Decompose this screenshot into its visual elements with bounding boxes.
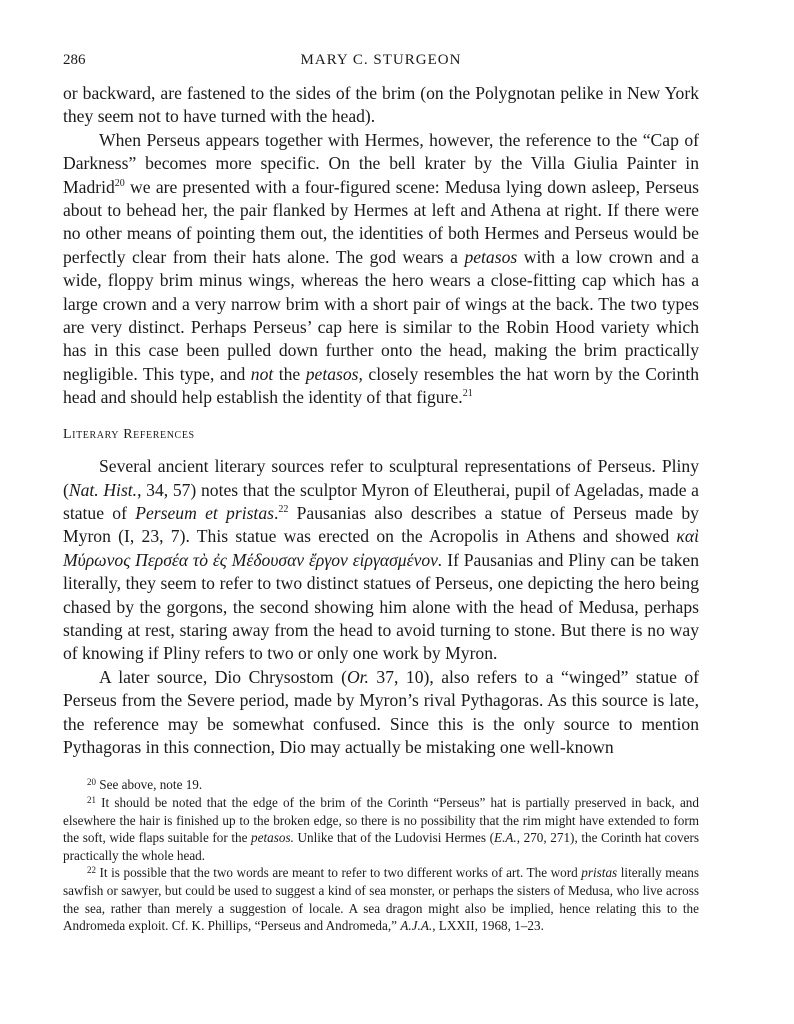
page (63, 52, 699, 935)
running-header (63, 52, 699, 76)
footnote-number: 20 (87, 777, 96, 788)
section-heading: Literary References (63, 426, 195, 442)
page-number: 286 (63, 52, 86, 68)
footnote-number: 21 (87, 794, 96, 805)
italic-term: petasos, (305, 363, 363, 384)
text-run: 37, 10), also refers to a “winged” statue of Perseus from the Severe period, made by Myron’s rival Pythagoras. As this source is late, the reference may be somewhat confused. Since this is the only source to mention Pythagoras in this connection, Dio may actually be mistaking one well-known (63, 666, 700, 757)
text-run: If Pausanias and Pliny can be taken literally, they seem to refer to two distinct statues of Perseus, one depicting the hero being chased by the gorgons, the second showing him alone with the head of Medusa, perhaps standing at rest, staring away from the head to avoid turning to stone. But there is no way of knowing if Pliny refers to two or only one work by Myron. (63, 549, 699, 664)
italic-citation: A.J.A. (400, 918, 433, 934)
text-run: When Perseus appears together with Hermes, however, the reference to the “Cap of Darkness” becomes more specific. On the bell krater by the Villa Giulia Painter in Madrid (63, 129, 699, 197)
text-run: we are presented with a four-figured scene: Medusa lying down asleep, Perseus about to behead her, the pair flanked by Hermes at left and Athena at right. If there were no other means of pointing them out, the identities of both Hermes and Perseus would be perfectly clear from their hats alone. The god wears a (63, 176, 699, 267)
italic-term: petasos (464, 246, 518, 267)
footnote-22 (63, 864, 699, 934)
footnote-ref-21[interactable]: 21 (462, 388, 473, 400)
text-run: or backward, are fastened to the sides of the brim (on the Polygnotan pelike in New York they seem not to have turned with the head). (63, 83, 699, 127)
footnote-text: It should be noted that the edge of the brim of the Corinth “Perseus” hat is partially preserved in back, and elsewhere the hair is finished up to the broken edge, so there is no possibility that the rim might have extended to form the soft, wide flaps suitable for the (63, 794, 699, 846)
italic-term: not (250, 363, 274, 384)
body-text (63, 82, 699, 759)
footnotes (63, 776, 699, 934)
text-run: A later source, Dio Chrysostom ( (99, 666, 347, 687)
text-run: the (273, 363, 306, 384)
footnote-20 (63, 776, 699, 794)
paragraph-literary-sources (63, 455, 699, 666)
footnote-text: , 270, 271), the Corinth hat covers practically the whole head. (63, 830, 699, 863)
italic-term: pristas (581, 865, 618, 881)
text-run: with a low crown and a wide, floppy brim minus wings, whereas the hero wears a close-fitting cap which has a large crown and a very narrow brim with a short pair of wings at the back. The two types are very distinct. Perhaps Perseus’ cap here is similar to the Robin Hood variety which has in this case been pulled down further onto the head, making the brim practically negligible. This type, and (63, 246, 699, 384)
paragraph-continuation (63, 82, 699, 129)
footnote-ref-20[interactable]: 20 (114, 177, 125, 189)
paragraph-perseus-hermes (63, 129, 699, 410)
greek-quotation: καὶ Μύρωνος Περσέα τὸ ἐς Μέδουσαν ἔργον εἰργασμένον. (63, 526, 699, 570)
footnote-number: 22 (87, 865, 96, 876)
italic-citation: E.A. (494, 830, 517, 846)
footnote-text: It is possible that the two words are meant to refer to two different works of art. The word (96, 865, 582, 881)
text-run: . (273, 502, 279, 523)
footnote-text: literally means sawfish or sawyer, but could be used to suggest a kind of sea monster, or perhaps the sisters of Medusa, who live across the sea, rather than merely a suggestion of locale. A sea dragon might also be implied, hence relating this to the Andromeda exploit. Cf. K. Phillips, “Perseus and Andromeda,” (63, 865, 699, 934)
footnote-text: See above, note 19. (96, 777, 203, 793)
footnote-ref-22[interactable]: 22 (278, 504, 289, 516)
text-run: , 34, 57) notes that the sculptor Myron of Eleutherai, pupil of Ageladas, made a statue of (63, 479, 699, 523)
text-run: Several ancient literary sources refer to sculptural representations of Perseus. Pliny ( (63, 456, 699, 500)
italic-citation: Nat. Hist. (68, 479, 138, 500)
italic-term: Perseum et pristas (135, 502, 274, 523)
paragraph-dio-chrysostom (63, 666, 699, 760)
footnote-text: Unlike that of the Ludovisi Hermes ( (293, 830, 495, 846)
footnote-21 (63, 794, 699, 864)
italic-term: petasos. (251, 830, 294, 846)
footnote-text: , LXXII, 1968, 1–23. (432, 918, 544, 934)
text-run: Pausanias also describes a statue of Perseus made by Myron (I, 23, 7). This statue was erected on the Acropolis in Athens and showed (63, 502, 699, 547)
running-title: MARY C. STURGEON (300, 52, 462, 68)
text-run: closely resembles the hat worn by the Corinth head and should help establish the identity of that figure. (63, 363, 700, 408)
italic-citation: Or. (346, 666, 369, 687)
